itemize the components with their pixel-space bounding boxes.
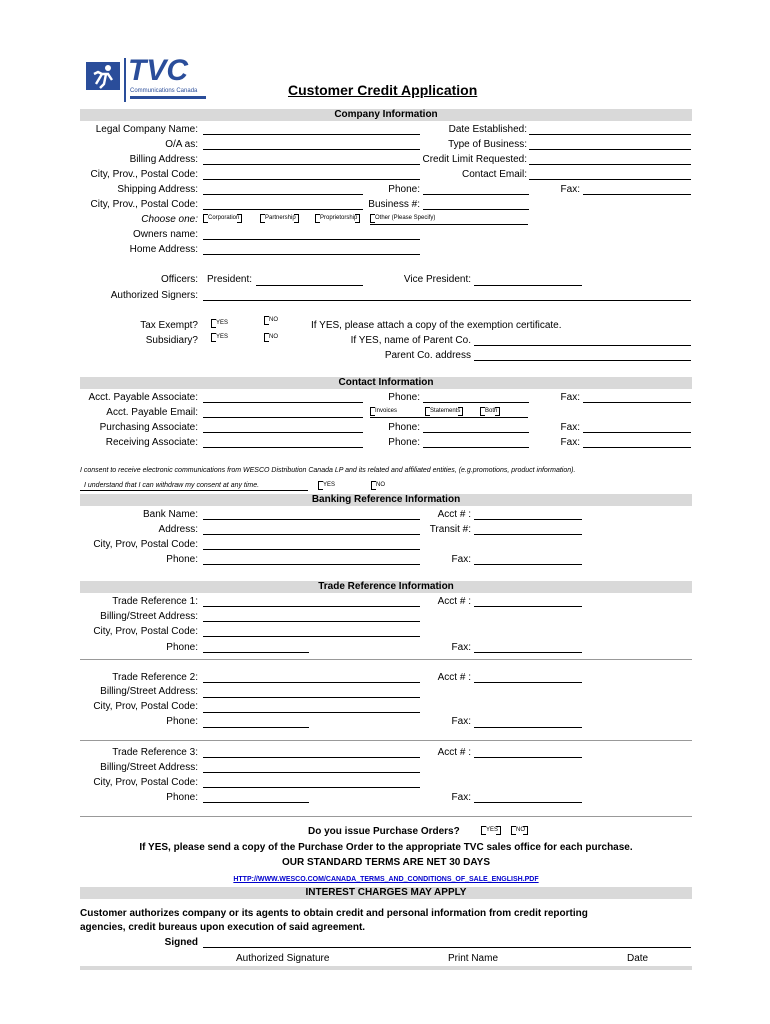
ap-email-field[interactable]	[203, 417, 363, 418]
transit-field[interactable]	[474, 534, 582, 535]
trade-ref1-phone-label: Phone:	[166, 642, 198, 653]
terms-text: OUR STANDARD TERMS ARE NET 30 DAYS	[282, 857, 490, 868]
tax-yes-checkbox[interactable]: YES	[211, 319, 228, 328]
trade-ref1-label: Trade Reference 1:	[112, 596, 198, 607]
trade-ref2-city-label: City, Prov, Postal Code:	[93, 701, 198, 712]
trade-ref1-acct-field[interactable]	[474, 606, 582, 607]
city2-label: City, Prov., Postal Code:	[90, 199, 198, 210]
trade-ref3-billing-field[interactable]	[203, 772, 420, 773]
shipping-field[interactable]	[203, 194, 363, 195]
trade-ref2-phone-label: Phone:	[166, 716, 198, 727]
contact-fax-field[interactable]	[583, 402, 691, 403]
other-checkbox[interactable]: Other (Please Specify)	[370, 214, 435, 223]
trade-ref2-fax-label: Fax:	[451, 716, 471, 727]
contact-fax-label: Fax:	[560, 392, 580, 403]
statements-checkbox[interactable]: Statements	[425, 407, 463, 416]
ap-associate-field[interactable]	[203, 402, 363, 403]
receiving-phone-field[interactable]	[423, 447, 529, 448]
consent-no-checkbox[interactable]: NO	[371, 481, 385, 490]
signature-line[interactable]	[203, 947, 691, 948]
trade-ref3-field[interactable]	[203, 757, 420, 758]
parent-addr-field[interactable]	[474, 360, 691, 361]
purchasing-phone-field[interactable]	[423, 432, 529, 433]
trade-divider-3	[80, 816, 692, 817]
city-label: City, Prov., Postal Code:	[90, 169, 198, 180]
signed-label: Signed	[164, 937, 198, 948]
legal-name-label: Legal Company Name:	[95, 124, 198, 135]
purchasing-fax-label: Fax:	[560, 422, 580, 433]
both-checkbox[interactable]: Both	[480, 407, 500, 416]
auth-text2: agencies, credit bureaus upon execution of said agreement.	[80, 922, 366, 933]
consent-underline	[80, 490, 308, 491]
vp-label: Vice President:	[403, 274, 471, 285]
trade-ref2-label: Trade Reference 2:	[112, 672, 198, 683]
vp-field[interactable]	[474, 285, 582, 286]
credit-limit-label: Credit Limit Requested:	[422, 154, 527, 165]
home-label: Home Address:	[129, 244, 198, 255]
ap-options-underline	[370, 417, 528, 418]
corporation-checkbox[interactable]: Corporation	[203, 214, 242, 223]
bank-address-field[interactable]	[203, 534, 420, 535]
business-label: Business #:	[368, 199, 420, 210]
brand-name: TVC	[128, 54, 188, 87]
bank-city-label: City, Prov, Postal Code:	[93, 539, 198, 550]
banking-header: Banking Reference Information	[311, 494, 461, 505]
signers-label: Authorized Signers:	[110, 290, 198, 301]
sub-no-checkbox[interactable]: NO	[264, 333, 278, 342]
authorized-signature-label: Authorized Signature	[236, 953, 330, 964]
bank-acct-field[interactable]	[474, 519, 582, 520]
trade-ref2-billing-label: Billing/Street Address:	[100, 686, 198, 697]
consent-line2: I understand that I can withdraw my consent at any time.	[84, 482, 260, 489]
purchasing-field[interactable]	[203, 432, 363, 433]
business-field[interactable]	[423, 209, 529, 210]
trade-ref3-phone-label: Phone:	[166, 792, 198, 803]
trade-ref1-fax-field[interactable]	[474, 652, 582, 653]
trade-ref1-field[interactable]	[203, 606, 420, 607]
trade-ref2-field[interactable]	[203, 682, 420, 683]
type-business-label: Type of Business:	[448, 139, 527, 150]
runner-logo-icon	[84, 60, 122, 92]
proprietorship-checkbox[interactable]: Proprietorship	[315, 214, 360, 223]
company-header: Company Information	[334, 109, 438, 120]
bank-city-field[interactable]	[203, 549, 420, 550]
trade-ref1-acct-label: Acct # :	[437, 596, 471, 607]
trade-ref1-fax-label: Fax:	[451, 642, 471, 653]
purchasing-fax-field[interactable]	[583, 432, 691, 433]
officers-label: Officers:	[160, 274, 198, 285]
trade-divider-2	[80, 740, 692, 741]
president-label: President:	[207, 274, 253, 285]
invoices-checkbox[interactable]: Invoices	[370, 407, 397, 416]
contact-email-field[interactable]	[529, 179, 691, 180]
date-label: Date	[627, 953, 649, 964]
fax-label: Fax:	[560, 184, 580, 195]
trade-ref3-acct-label: Acct # :	[437, 747, 471, 758]
receiving-field[interactable]	[203, 447, 363, 448]
interest-text: INTEREST CHARGES MAY APPLY	[305, 887, 467, 898]
purchasing-phone-label: Phone:	[388, 422, 420, 433]
purchasing-label: Purchasing Associate:	[99, 422, 198, 433]
parent-name-field[interactable]	[474, 345, 691, 346]
company-logo	[84, 54, 210, 104]
owners-field[interactable]	[203, 239, 420, 240]
po-no-checkbox[interactable]: NO	[511, 826, 528, 835]
trade-ref2-city-field[interactable]	[203, 712, 420, 713]
trade-ref3-fax-field[interactable]	[474, 802, 582, 803]
trade-ref1-city-label: City, Prov, Postal Code:	[93, 626, 198, 637]
transit-label: Transit #:	[429, 524, 471, 535]
ap-email-label: Acct. Payable Email:	[106, 407, 198, 418]
consent-yes-checkbox[interactable]: YES	[318, 481, 335, 490]
trade-ref3-fax-label: Fax:	[451, 792, 471, 803]
contact-email-label: Contact Email:	[461, 169, 527, 180]
trade-ref2-fax-field[interactable]	[474, 727, 582, 728]
trade-ref2-acct-label: Acct # :	[437, 672, 471, 683]
tax-no-checkbox[interactable]: NO	[264, 316, 278, 325]
trade-divider-1	[80, 659, 692, 660]
contact-header: Contact Information	[338, 377, 434, 388]
receiving-label: Receiving Associate:	[105, 437, 198, 448]
fax-field[interactable]	[583, 194, 691, 195]
contact-phone-label: Phone:	[388, 392, 420, 403]
trade-ref3-billing-label: Billing/Street Address:	[100, 762, 198, 773]
bank-phone-label: Phone:	[166, 554, 198, 565]
date-established-label: Date Established:	[448, 124, 527, 135]
bank-name-label: Bank Name:	[142, 509, 198, 520]
trade-ref2-phone-field[interactable]	[203, 727, 309, 728]
bank-name-field[interactable]	[203, 519, 420, 520]
po-note: If YES, please send a copy of the Purchase Order to the appropriate TVC sales office for each purchase.	[139, 842, 633, 853]
receiving-fax-field[interactable]	[583, 447, 691, 448]
billing-label: Billing Address:	[129, 154, 198, 165]
consent-line1: I consent to receive electronic communications from WESCO Distribution Canada LP and its related and affiliated entities, (e.g.promotions, product information).	[80, 467, 576, 474]
other-field[interactable]	[370, 224, 528, 225]
tax-label: Tax Exempt?	[140, 320, 198, 331]
date-established-field[interactable]	[529, 134, 691, 135]
credit-limit-field[interactable]	[529, 164, 691, 165]
bank-acct-label: Acct # :	[437, 509, 471, 520]
phone-label: Phone:	[388, 184, 420, 195]
oa-field[interactable]	[203, 149, 420, 150]
trade-ref3-label: Trade Reference 3:	[112, 747, 198, 758]
legal-name-field[interactable]	[203, 134, 420, 135]
contact-phone-field[interactable]	[423, 402, 529, 403]
city-field[interactable]	[203, 179, 420, 180]
phone-field[interactable]	[423, 194, 529, 195]
choose-label: Choose one:	[141, 214, 198, 225]
trade-ref2-acct-field[interactable]	[474, 682, 582, 683]
home-field[interactable]	[203, 254, 420, 255]
owners-label: Owners name:	[132, 229, 198, 240]
ap-associate-label: Acct. Payable Associate:	[88, 392, 198, 403]
trade-ref3-city-field[interactable]	[203, 787, 420, 788]
page-title: Customer Credit Application	[288, 82, 478, 98]
trade-ref3-city-label: City, Prov, Postal Code:	[93, 777, 198, 788]
receiving-fax-label: Fax:	[560, 437, 580, 448]
brand-sub: Communications Canada	[130, 88, 198, 94]
receiving-phone-label: Phone:	[388, 437, 420, 448]
tax-note: If YES, please attach a copy of the exemption certificate.	[311, 320, 562, 331]
parent-addr-label: Parent Co. address	[384, 350, 471, 361]
bank-fax-field[interactable]	[474, 564, 582, 565]
bank-phone-field[interactable]	[203, 564, 420, 565]
partnership-checkbox[interactable]: Partnership	[260, 214, 299, 223]
po-question: Do you issue Purchase Orders?	[308, 826, 460, 837]
president-field[interactable]	[256, 285, 363, 286]
footer-band	[80, 966, 692, 970]
terms-link[interactable]: HTTP://WWW.WESCO.COM/CANADA_TERMS_AND_CONDITIONS_OF_SALE_ENGLISH.PDF	[233, 876, 539, 883]
trade-ref1-city-field[interactable]	[203, 636, 420, 637]
bank-fax-label: Fax:	[451, 554, 471, 565]
city2-field[interactable]	[203, 209, 363, 210]
signers-field[interactable]	[203, 300, 691, 301]
subsidiary-label: Subsidiary?	[145, 335, 198, 346]
trade-ref1-billing-label: Billing/Street Address:	[100, 611, 198, 622]
parent-name-label: If YES, name of Parent Co.	[350, 335, 471, 346]
trade-ref3-phone-field[interactable]	[203, 802, 309, 803]
bank-address-label: Address:	[158, 524, 198, 535]
billing-field[interactable]	[203, 164, 420, 165]
auth-text1: Customer authorizes company or its agents to obtain credit and personal information from credit reporting	[80, 908, 588, 919]
sub-yes-checkbox[interactable]: YES	[211, 333, 228, 342]
trade-header: Trade Reference Information	[318, 581, 454, 592]
print-name-label: Print Name	[448, 953, 499, 964]
shipping-label: Shipping Address:	[117, 184, 198, 195]
po-yes-checkbox[interactable]: YES	[481, 826, 501, 835]
oa-label: O/A as:	[165, 139, 198, 150]
type-business-field[interactable]	[529, 149, 691, 150]
trade-ref1-phone-field[interactable]	[203, 652, 309, 653]
trade-ref1-billing-field[interactable]	[203, 621, 420, 622]
trade-ref2-billing-field[interactable]	[203, 697, 420, 698]
trade-ref3-acct-field[interactable]	[474, 757, 582, 758]
